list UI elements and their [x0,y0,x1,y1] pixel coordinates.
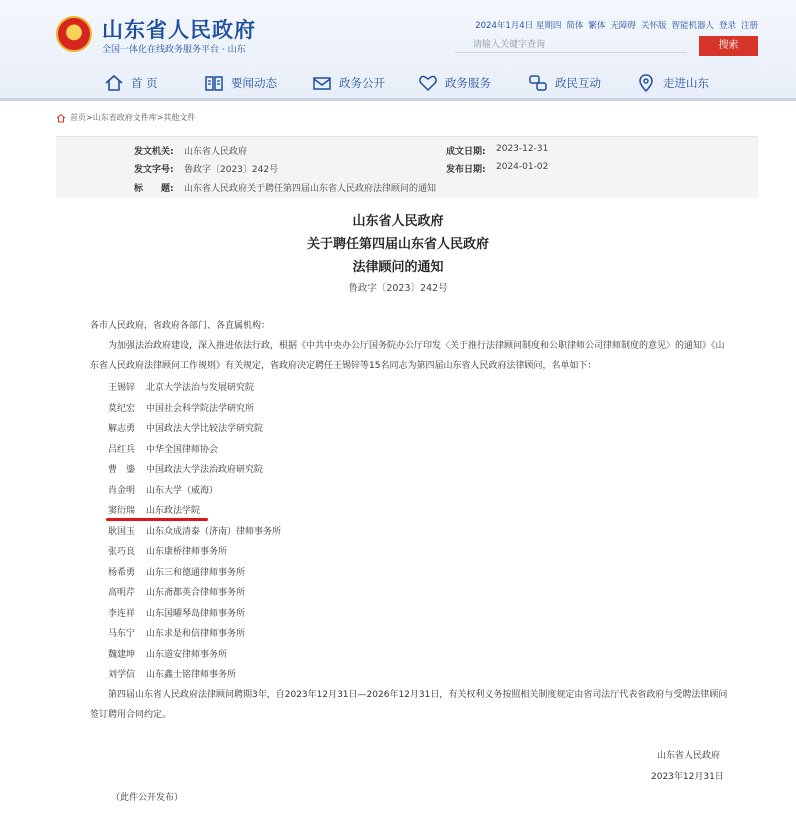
member-name: 高明芹 [108,588,136,598]
member-row [108,380,254,393]
member-row [108,626,245,639]
link-chatbot[interactable]: 智能机器人 [671,21,714,31]
title-label: 标 题: [134,184,174,194]
member-name: 窦衍瑞 [108,506,136,516]
book-icon [204,73,224,93]
member-name: 张巧良 [108,547,136,557]
title-value: 山东省人民政府关于聘任第四届山东省人民政府法律顾问的通知 [184,184,437,194]
nav-interaction[interactable] [528,72,601,94]
chain-icon [528,73,548,93]
main-nav [0,64,796,100]
member-org: 山东大学（威海） [146,485,219,496]
nav-open-government-label: 政务公开 [339,76,385,90]
publish-note: （此件公开发布） [111,793,184,803]
term-paragraph: 第四届山东省人民政府法律顾问聘期3年，自2023年12月31日—2026年12月31日，有关权利义务按照相关制度规定由省司法厅代表省政府与受聘法律顾问签订聘用合同约定。 [90,690,728,720]
link-login[interactable]: 登录 [718,21,736,31]
nav-home-label: 首 页 [131,76,158,90]
highlight-underline [106,518,208,521]
created-date-value: 2023-12-31 [496,144,549,154]
member-org: 山东康桥律师事务所 [146,547,228,557]
nav-services-label: 政务服务 [445,76,491,90]
member-name: 刘学信 [108,670,136,680]
issuer-label: 发文机关: [134,147,174,157]
nav-about[interactable] [636,72,709,94]
published-date-label: 发布日期: [446,165,486,175]
docno-value: 鲁政字〔2023〕242号 [184,165,279,175]
member-org: 中国社会科学院法学研究所 [146,403,255,414]
published-date-value: 2024-01-02 [496,162,549,172]
site-header [0,0,796,100]
member-name: 莫纪宏 [108,403,136,414]
signer: 山东省人民政府 [657,751,721,761]
site-title[interactable]: 山东省人民政府 [102,18,256,42]
national-emblem-icon: ★ [56,16,92,52]
member-row [108,606,245,619]
member-row [108,483,218,496]
sign-date: 2023年12月31日 [651,772,724,782]
member-row [108,442,218,455]
member-org: 中国政法大学法治政府研究院 [146,465,264,475]
breadcrumb-text[interactable]: 首页>山东省政府文件库>其他文件 [70,113,196,122]
article-title-line-1: 山东省人民政府 [352,214,444,229]
member-name: 马东宁 [108,629,136,639]
issuer-value: 山东省人民政府 [184,147,248,157]
member-org: 山东求是和信律师事务所 [146,629,246,639]
intro-paragraph: 为加强法治政府建设，深入推进依法行政，根据《中共中央办公厅国务院办公厅印发〈关于推行法律顾问制度和公职律师公司律师制度的意见〉的通知》《山东省人民政府法律顾问工作规则》有关规定，省政府决定聘任王锡锌等15名同志为第四届山东省人民政府法律顾问，名单如下： [90,341,725,371]
member-org: 中华全国律师协会 [146,444,219,455]
member-row [108,565,245,578]
member-org: 山东三和德通律师事务所 [146,567,246,578]
member-org: 山东鑫士铭律师事务所 [146,670,237,680]
nav-home[interactable] [104,72,158,94]
top-links [475,19,758,31]
salutation: 各市人民政府，省政府各部门、各直属机构： [90,321,271,331]
document-meta [56,136,758,198]
member-name: 李连祥 [108,608,136,619]
search-button[interactable]: 搜索 [699,36,758,56]
nav-open-government[interactable] [312,72,385,94]
nav-interaction-label: 政民互动 [555,76,601,90]
member-name: 吕红兵 [108,444,136,455]
member-row [108,667,236,680]
nav-news-label: 要闻动态 [231,76,277,90]
member-org: 中国政法大学比较法学研究院 [146,424,264,434]
link-register[interactable]: 注册 [740,21,758,31]
article-title-line-3: 法律顾问的通知 [352,260,444,275]
article-docno: 鲁政字〔2023〕242号 [348,283,448,294]
nav-divider [0,98,796,101]
link-accessibility[interactable]: 无障碍 [610,21,636,31]
link-simplified[interactable]: 简体 [566,21,584,31]
mail-icon [312,73,332,93]
docno-label: 发文字号: [134,165,174,175]
member-row [108,462,263,475]
link-traditional[interactable]: 繁体 [588,21,606,31]
nav-services[interactable] [418,72,491,94]
map-icon [636,73,656,93]
heart-icon [418,73,438,93]
member-row [108,585,245,598]
member-org: 山东道安律师事务所 [146,649,228,660]
member-row [108,647,227,660]
member-row [108,524,281,537]
member-org: 北京大学法治与发展研究院 [146,383,255,393]
member-name: 王锡锌 [108,383,136,393]
nav-about-label: 走进山东 [663,76,709,90]
home-icon [56,113,66,123]
link-care-mode[interactable]: 关怀版 [640,21,667,31]
member-row [108,401,254,414]
member-row [108,421,263,434]
member-org: 山东斋都英合律师事务所 [146,588,246,598]
member-name: 解志勇 [108,424,136,434]
member-name: 曹 鎏 [108,465,136,475]
member-row [108,503,200,516]
nav-news[interactable] [204,72,277,94]
created-date-label: 成文日期: [446,147,486,157]
article-title-line-2: 关于聘任第四届山东省人民政府 [306,237,489,252]
breadcrumb [56,112,195,123]
member-name: 耿国玉 [108,526,136,537]
member-org: 山东众成清泰（济南）律师事务所 [146,526,282,537]
member-org: 山东国曜琴岛律师事务所 [146,608,246,619]
member-row [108,544,227,557]
member-name: 魏建坤 [108,649,136,660]
site-subtitle: 全国一体化在线政务服务平台 · 山东 [102,45,246,55]
home-icon [104,73,124,93]
member-name: 肖金明 [108,485,136,496]
member-org: 山东政法学院 [146,506,201,516]
member-name: 杨希勇 [108,567,136,578]
current-date: 2024年1月4日 星期四 [475,21,562,31]
search-input[interactable] [455,37,687,53]
